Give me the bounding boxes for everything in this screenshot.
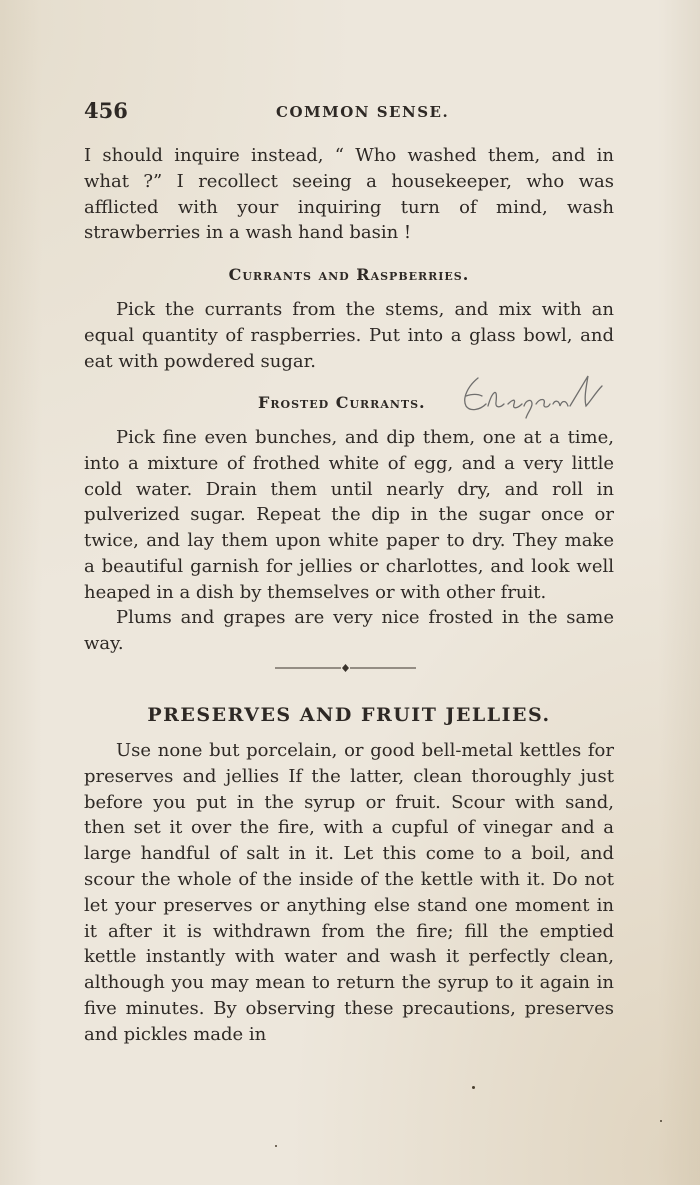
paragraph-continuation: I should inquire instead, “ Who washed them, and in what ?” I recollect seeing a housekeeper, who was afflicted with your inquiring turn of mind, wash strawberries in a wash hand basin ! xyxy=(84,145,614,244)
paragraph-plums-grapes: Plums and grapes are very nice frosted in the same way. xyxy=(84,607,614,654)
paragraph-preserves: Use none but porcelain, or good bell-metal kettles for preserves and jellies If the latter, clean thoroughly just before you put in the syrup or fruit. Scour with sand, then set it over the fire, with a cupful of vinegar and a large handful of salt in it. Let this come to a boil, and scour the whole of the inside of the kettle with it. Do not let your preserves or anything else stand one moment in it after it is withdrawn from the fire; fill the emptied kettle instantly with water and wash it perfectly clean, although you may mean to return the syrup to it again in five minutes. By observing these precautions, preserves and pickles made in xyxy=(84,740,614,1045)
paragraph-frosted-currants: Pick fine even bunches, and dip them, one at a time, into a mixture of frothed white of egg, and a very little cold water. Drain them until nearly dry, and roll in pulverized sugar. Repeat the dip in the sugar once or twice, and lay them upon white paper to dry. They make a beautiful garnish for jellies or charlottes, and look well heaped in a dish by themselves or with other fruit. xyxy=(84,427,614,603)
page-number: 456 xyxy=(84,98,128,123)
paragraph-currants-raspberries: Pick the currants from the stems, and mix with an equal quantity of raspberries. Put into a glass bowl, and eat with powdered sugar. xyxy=(84,299,614,372)
paper-speck xyxy=(472,1086,475,1089)
handwritten-elegant-icon xyxy=(458,372,608,422)
running-title: COMMON SENSE. xyxy=(276,103,450,121)
section-divider xyxy=(273,660,418,674)
running-head xyxy=(84,98,614,126)
paper-speck xyxy=(660,1120,662,1122)
chapter-heading: PRESERVES AND FRUIT JELLIES. xyxy=(147,704,551,726)
divider-ornament-icon xyxy=(273,661,418,675)
handwritten-annotation xyxy=(458,372,608,422)
heading-frosted-currants: Frosted Currants. xyxy=(258,393,426,412)
paper-speck xyxy=(275,1145,277,1147)
heading-currants-raspberries: Currants and Raspberries. xyxy=(228,265,470,284)
